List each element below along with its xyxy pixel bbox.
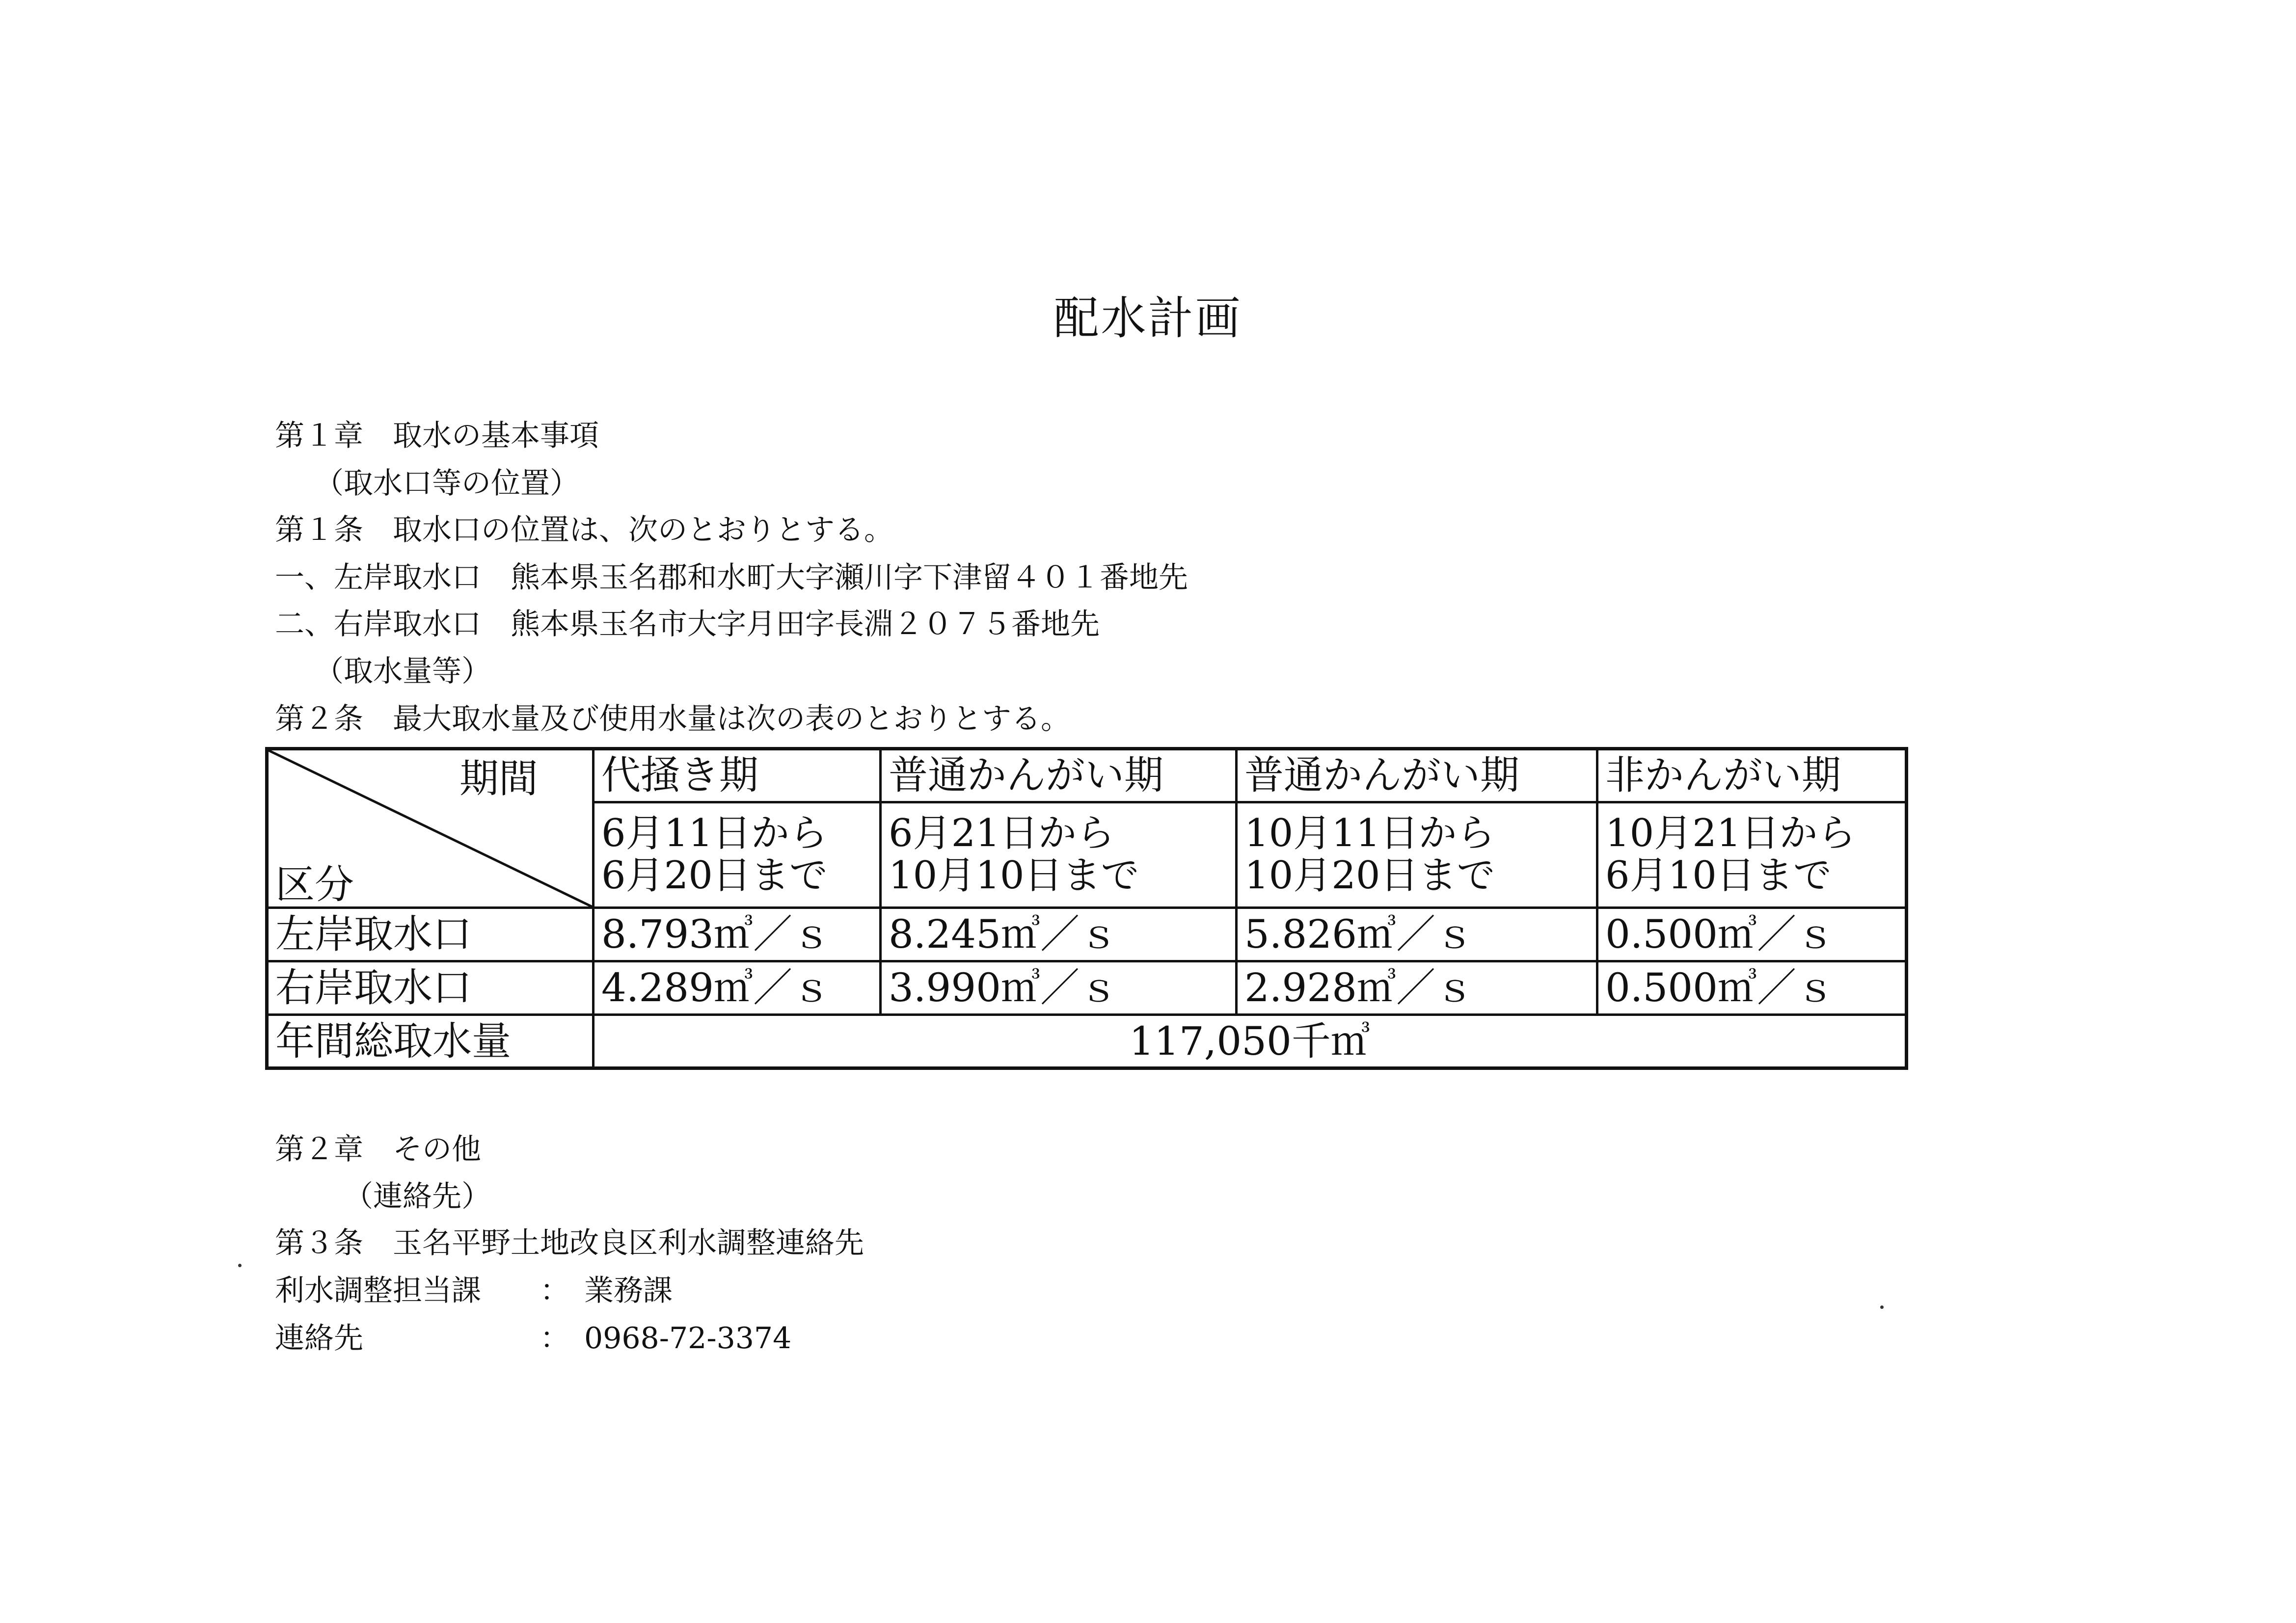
period-to-1: 6月20日まで	[601, 853, 828, 898]
contact-phone: 連絡先 ： 0968-72-3374	[275, 1321, 792, 1356]
chapter1-heading: 第１章 取水の基本事項	[275, 419, 599, 453]
table-cell: 0.500㎥／ｓ	[1597, 961, 1907, 1015]
period-dates-1	[594, 802, 881, 908]
row-label-left-bank: 左岸取水口	[267, 908, 594, 961]
table-cell: 2.928㎥／ｓ	[1237, 961, 1597, 1015]
table-row	[267, 961, 1907, 1015]
period-to-4: 6月10日まで	[1605, 853, 1832, 898]
row-label-annual-total: 年間総取水量	[267, 1015, 594, 1068]
article2-text: 第２条 最大取水量及び使用水量は次の表のとおりとする。	[275, 702, 1070, 736]
table-cell: 0.500㎥／ｓ	[1597, 908, 1907, 961]
section-intake-volume-heading: （取水量等）	[314, 654, 491, 689]
period-from-2: 6月21日から	[889, 811, 1115, 856]
article3-text: 第３条 玉名平野土地改良区利水調整連絡先	[275, 1226, 864, 1260]
table-row	[267, 908, 1907, 961]
table-cell: 5.826㎥／ｓ	[1237, 908, 1597, 961]
period-from-1: 6月11日から	[601, 811, 828, 856]
table-row-annual-total	[267, 1015, 1907, 1068]
corner-label-period: 期間	[459, 756, 538, 801]
intake-volume-table	[265, 747, 1908, 1070]
scan-speck	[1880, 1305, 1884, 1309]
period-to-3: 10月20日まで	[1244, 853, 1495, 898]
period-name-1: 代掻き期	[594, 749, 881, 802]
period-name-3: 普通かんがい期	[1237, 749, 1597, 802]
annual-total-value: 117,050千㎥	[594, 1015, 1907, 1068]
period-name-2: 普通かんがい期	[881, 749, 1237, 802]
period-name-4: 非かんがい期	[1597, 749, 1907, 802]
table-cell: 3.990㎥／ｓ	[881, 961, 1237, 1015]
left-bank-intake-location: 一、左岸取水口 熊本県玉名郡和水町大字瀬川字下津留４０１番地先	[275, 560, 1188, 595]
row-label-right-bank: 右岸取水口	[267, 961, 594, 1015]
table-cell: 8.793㎥／ｓ	[594, 908, 881, 961]
section-location-heading: （取水口等の位置）	[314, 466, 579, 501]
section-contact-heading: （連絡先）	[344, 1179, 491, 1214]
right-bank-intake-location: 二、右岸取水口 熊本県玉名市大字月田字長淵２０７５番地先	[275, 607, 1100, 641]
contact-department: 利水調整担当課 ： 業務課	[275, 1274, 673, 1308]
period-from-4: 10月21日から	[1605, 811, 1856, 856]
period-dates-2	[881, 802, 1237, 908]
scan-speck	[238, 1264, 242, 1267]
chapter2-heading: 第２章 その他	[275, 1132, 481, 1167]
period-from-3: 10月11日から	[1244, 811, 1495, 856]
table-cell: 4.289㎥／ｓ	[594, 961, 881, 1015]
table-row-period-names	[267, 749, 1907, 802]
period-dates-4	[1597, 802, 1907, 908]
table-corner-cell	[267, 749, 594, 908]
corner-label-category: 区分	[275, 862, 354, 908]
table-cell: 8.245㎥／ｓ	[881, 908, 1237, 961]
document-title: 配水計画	[1053, 292, 1243, 345]
period-to-2: 10月10日まで	[889, 853, 1139, 898]
article1-text: 第１条 取水口の位置は、次のとおりとする。	[275, 513, 893, 547]
period-dates-3	[1237, 802, 1597, 908]
